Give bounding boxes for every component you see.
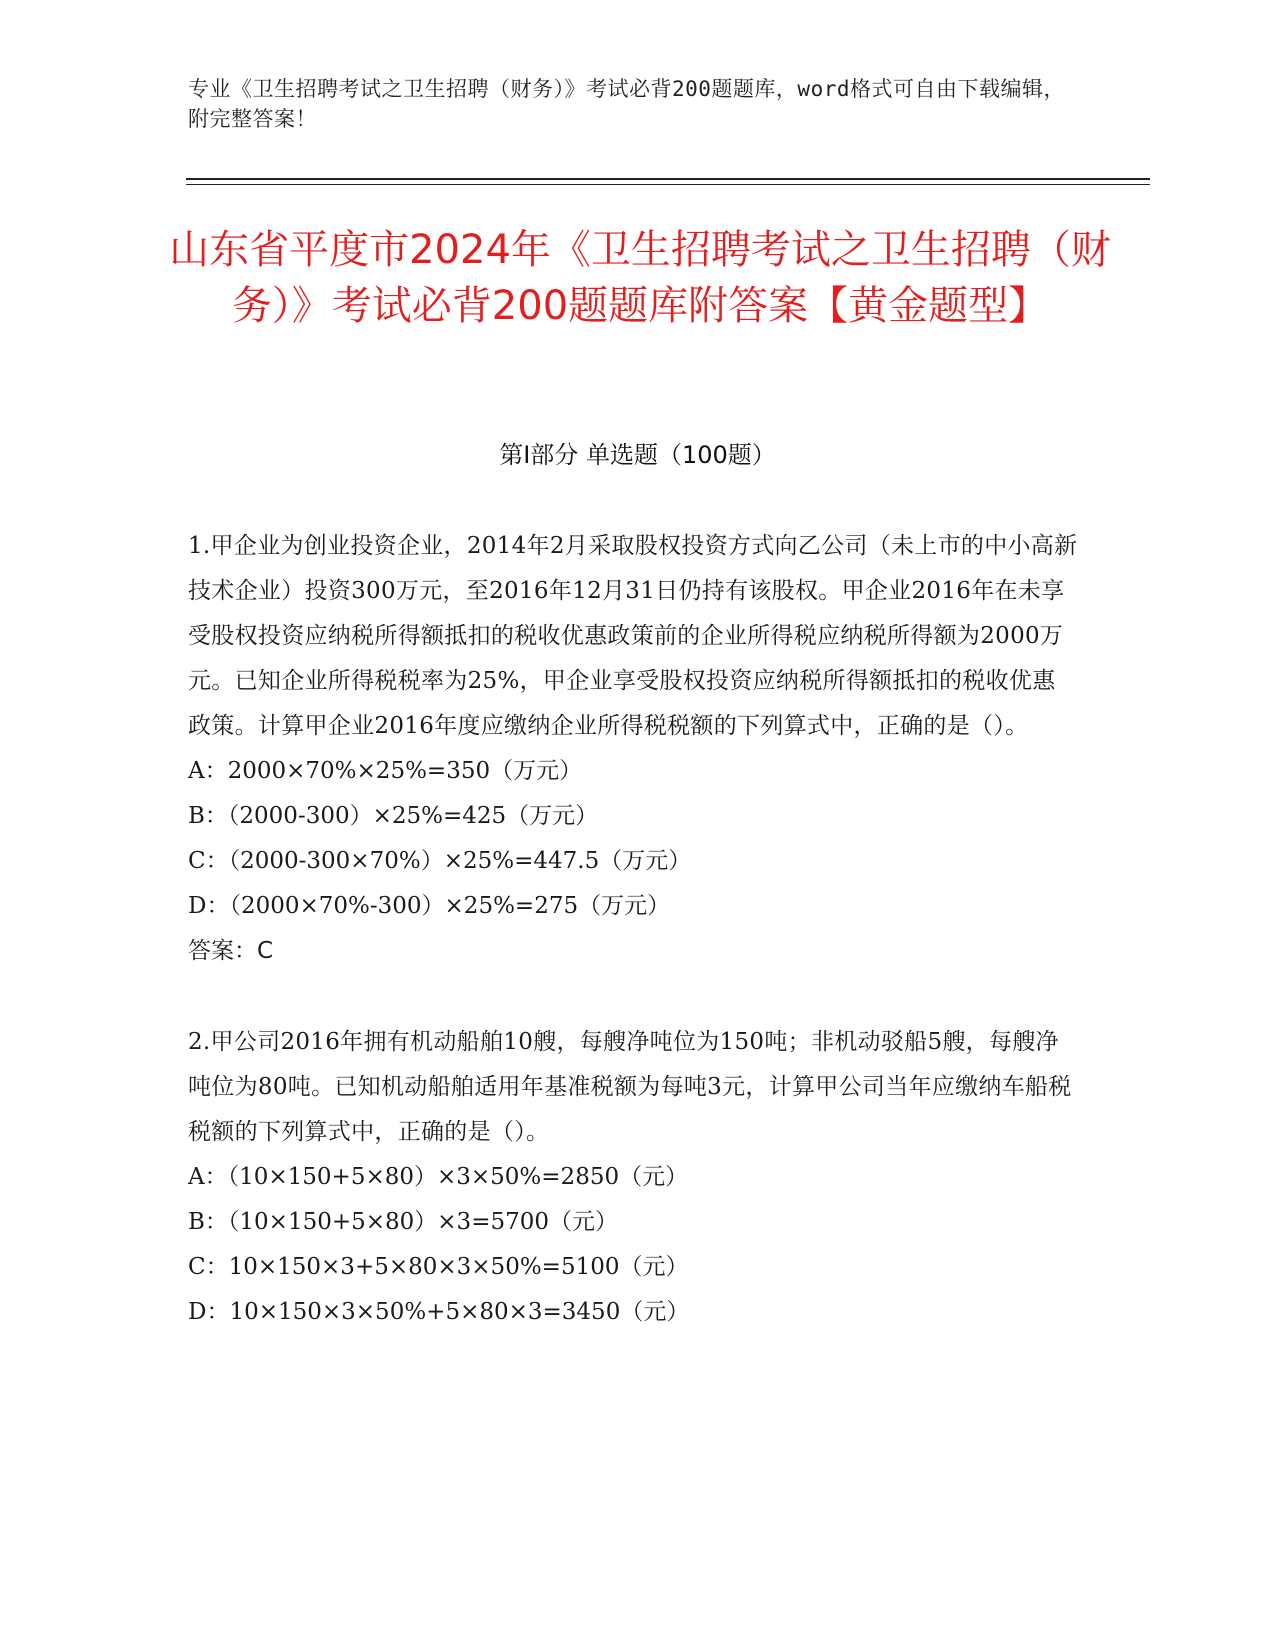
header-note: 专业《卫生招聘考试之卫生招聘（财务）》考试必背200题题库，word格式可自由下载编辑，附完整答案！ bbox=[188, 77, 1065, 131]
question-list bbox=[188, 524, 1078, 1381]
question-1-text: 1.甲企业为创业投资企业，2014年2月采取股权投资方式向乙公司（未上市的中小高新技术企业）投资300万元，至2016年12月31日仍持有该股权。甲企业2016年在未享受股权投资应纳税所得额抵扣的税收优惠政策前的企业所得税应纳税所得额为2000万元。已知企业所得税税率为25%，甲企业享受股权投资应纳税所得额抵扣的税收优惠政策。计算甲企业2016年度应缴纳企业所得税税额的下列算式中，正确的是（）。 bbox=[188, 533, 1078, 739]
question-1-option-d: D：（2000×70%-300）×25%=275（万元） bbox=[188, 893, 671, 919]
document-title: 山东省平度市2024年《卫生招聘考试之卫生招聘（财务）》考试必背200题题库附答案【黄金题型】 bbox=[169, 227, 1111, 329]
header-divider bbox=[186, 178, 1150, 180]
question-1 bbox=[188, 524, 1078, 974]
question-1-option-b: B：（2000-300）×25%=425（万元） bbox=[188, 803, 599, 829]
question-1-option-a: A：2000×70%×25%=350（万元） bbox=[188, 758, 583, 784]
question-2-option-d: D：10×150×3×50%+5×80×3=3450（元） bbox=[188, 1299, 690, 1325]
question-2-option-c: C：10×150×3+5×80×3×50%=5100（元） bbox=[188, 1254, 689, 1280]
question-2-option-b: B：（10×150+5×80）×3=5700（元） bbox=[188, 1209, 618, 1235]
question-2-text: 2.甲公司2016年拥有机动船舶10艘，每艘净吨位为150吨；非机动驳船5艘，每艘净吨位为80吨。已知机动船舶适用年基准税额为每吨3元，计算甲公司当年应缴纳车船税税额的下列算式中，正确的是（）。 bbox=[188, 1029, 1072, 1145]
question-2 bbox=[188, 1020, 1078, 1335]
question-1-option-c: C：（2000-300×70%）×25%=447.5（万元） bbox=[188, 848, 692, 874]
question-1-answer: 答案：C bbox=[188, 938, 274, 964]
header-divider-thin bbox=[186, 184, 1150, 185]
question-2-option-a: A：（10×150+5×80）×3×50%=2850（元） bbox=[188, 1164, 689, 1190]
section-heading: 第Ⅰ部分 单选题（100题） bbox=[499, 441, 776, 469]
